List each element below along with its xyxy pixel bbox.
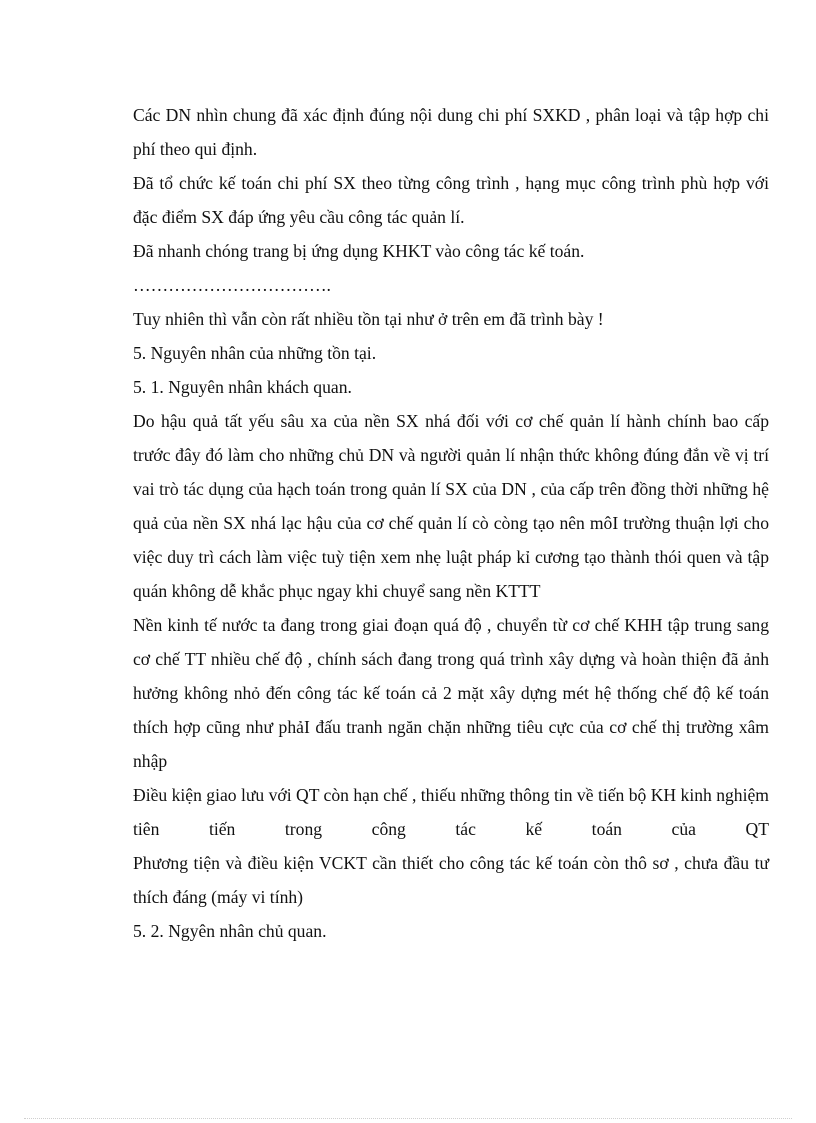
paragraph-transition-economy: Nền kinh tế nước ta đang trong giai đoạn quá độ , chuyển từ cơ chế KHH tập trung sang cơ chế TT nhiều chế độ , chính sách đang trong quá trình xây dựng và hoàn thiện đã ảnh hưởng không nhỏ đến công tác kế toán cả 2 mặt xây dựng mét hệ thống chế độ kế toán thích hợp cũng như phảI đấu tranh ngăn chặn những tiêu cực của cơ chế thị trường xâm nhập: [133, 615, 769, 771]
paragraph-material-conditions: Phương tiện và điều kiện VCKT cần thiết cho công tác kế toán còn thô sơ , chưa đầu tư thích đáng (máy vi tính): [133, 853, 769, 907]
heading-causes: 5. Nguyên nhân của những tồn tại.: [133, 343, 377, 363]
paragraph-cost-determination: Các DN nhìn chung đã xác định đúng nội dung chi phí SXKD , phân loại và tập hợp chi phí theo qui định.: [133, 105, 769, 159]
paragraph-remaining-issues: Tuy nhiên thì vẫn còn rất nhiều tồn tại như ở trên em đã trình bày !: [133, 309, 604, 329]
page-bottom-dotted-rule: [24, 1118, 792, 1119]
paragraph-cost-accounting-organization: Đã tổ chức kế toán chi phí SX theo từng công trình , hạng mục công trình phù hợp với đặc điểm SX đáp ứng yêu cầu công tác quản lí.: [133, 173, 769, 227]
document-body: [133, 98, 769, 948]
paragraph-international-exchange: Điều kiện giao lưu với QT còn hạn chế , thiếu những thông tin về tiến bộ KH kinh nghiệm tiên tiến trong công tác kế toán của QT: [133, 785, 769, 839]
heading-objective-causes: 5. 1. Nguyên nhân khách quan.: [133, 377, 352, 397]
heading-subjective-causes: 5. 2. Ngyên nhân chủ quan.: [133, 921, 327, 941]
paragraph-technology-application: Đã nhanh chóng trang bị ứng dụng KHKT vào công tác kế toán.: [133, 241, 585, 261]
paragraph-historical-consequences: Do hậu quả tất yếu sâu xa của nền SX nhá đối với cơ chế quản lí hành chính bao cấp trước đây đó làm cho những chủ DN và người quản lí nhận thức không đúng đắn về vị trí vai trò tác dụng của hạch toán trong quản lí SX của DN , của cấp trên đồng thời những hệ quả của nền SX nhá lạc hậu của cơ chế quản lí cò còng tạo nên môI trường thuận lợi cho việc duy trì cách làm việc tuỳ tiện xem nhẹ luật pháp kỉ cương tạo thành thói quen và tập quán không dễ khắc phục ngay khi chuyể sang nền KTTT: [133, 411, 769, 601]
paragraph-ellipsis: …………………………….: [133, 275, 331, 295]
